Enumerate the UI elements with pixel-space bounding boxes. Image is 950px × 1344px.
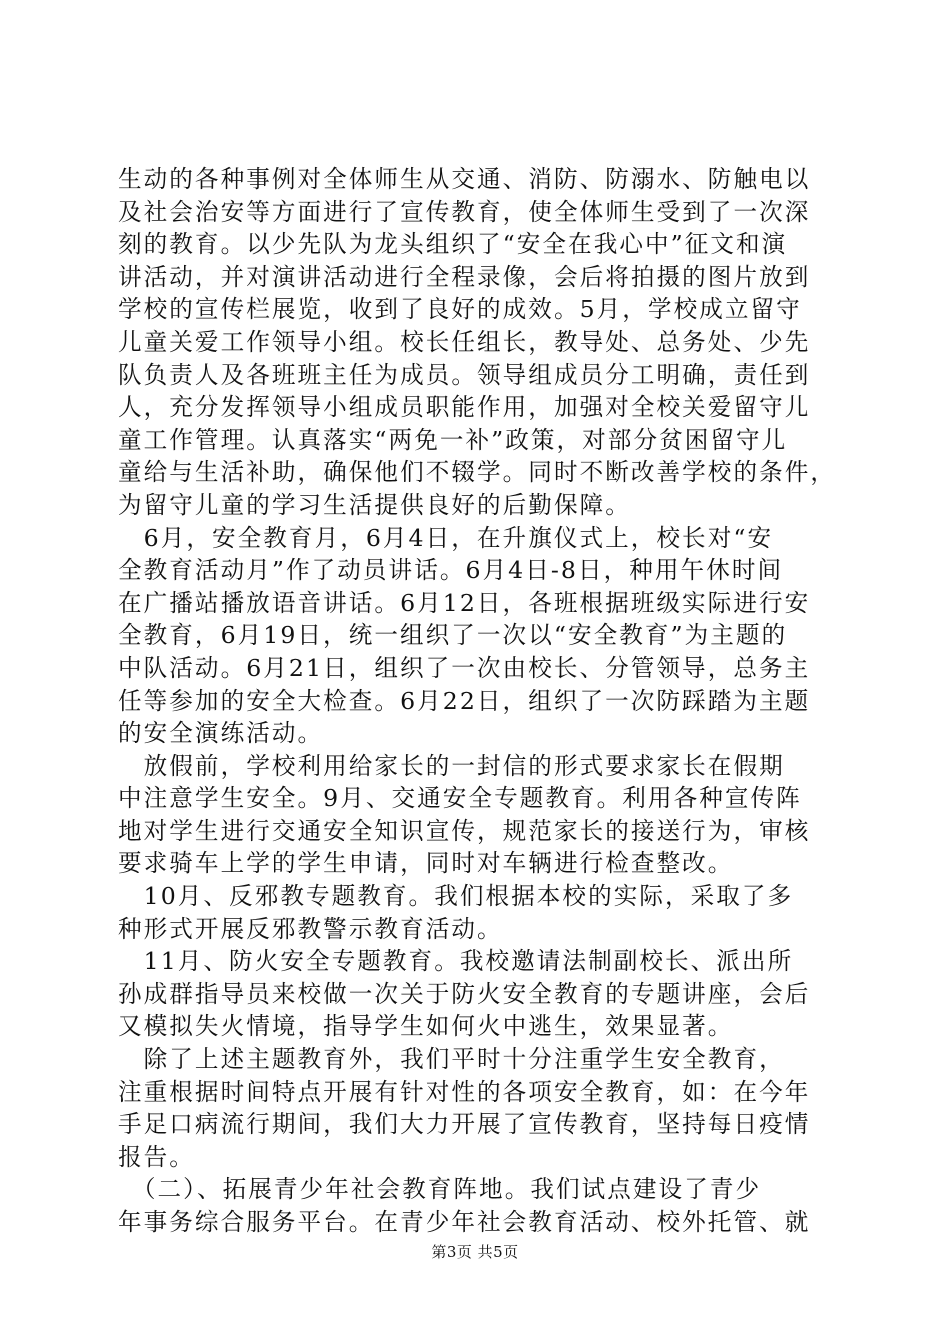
- text-line: 学校的宣传栏展览，收到了良好的成效。5月，学校成立留守: [118, 295, 802, 324]
- text-line: 全教育活动月”作了动员讲话。6月4日-8日，种用午休时间: [118, 556, 784, 585]
- text-line: 报告。: [118, 1142, 195, 1171]
- text-line: （二）、拓展青少年社会教育阵地。我们试点建设了青少: [118, 1175, 762, 1204]
- text-line: 种形式开展反邪教警示教育活动。: [118, 914, 503, 943]
- text-line: 10月、反邪教专题教育。我们根据本校的实际，采取了多: [118, 882, 794, 911]
- text-line: 6月，安全教育月，6月4日，在升旗仪式上，校长对“安: [118, 523, 774, 552]
- text-line: 中注意学生安全。9月、交通安全专题教育。利用各种宣传阵: [118, 784, 802, 813]
- text-line: 除了上述主题教育外，我们平时十分注重学生安全教育，: [118, 1045, 785, 1074]
- text-line: 讲活动，并对演讲活动进行全程录像，会后将拍摄的图片放到: [118, 262, 811, 291]
- text-line: 11月、防火安全专题教育。我校邀请法制副校长、派出所: [118, 947, 794, 976]
- text-line: 儿童关爱工作领导小组。校长任组长，教导处、总务处、少先: [118, 327, 811, 356]
- text-line: 的安全演练活动。: [118, 719, 324, 748]
- page-number: 第3页 共5页: [431, 1243, 519, 1261]
- text-line: 刻的教育。以少先队为龙头组织了“安全在我心中”征文和演: [118, 230, 788, 259]
- text-line: 孙成群指导员来校做一次关于防火安全教育的专题讲座，会后: [118, 979, 811, 1008]
- text-line: 童工作管理。认真落实“两免一补”政策，对部分贫困留守儿: [118, 425, 788, 454]
- page-footer: [0, 1241, 950, 1262]
- text-line: 要求骑车上学的学生申请，同时对车辆进行检查整改。: [118, 849, 734, 878]
- text-line: 生动的各种事例对全体师生从交通、消防、防溺水、防触电以: [118, 165, 811, 193]
- text-line: 年事务综合服务平台。在青少年社会教育活动、校外托管、就: [118, 1208, 811, 1236]
- text-line: 在广播站播放语音讲话。6月12日，各班根据班级实际进行安: [118, 588, 811, 617]
- text-line: 为留守儿童的学习生活提供良好的后勤保障。: [118, 490, 631, 519]
- text-line: 放假前，学校利用给家长的一封信的形式要求家长在假期: [118, 751, 785, 780]
- body-text: [118, 163, 840, 1239]
- text-line: 及社会治安等方面进行了宣传教育，使全体师生受到了一次深: [118, 197, 811, 226]
- text-line: 童给与生活补助，确保他们不辍学。同时不断改善学校的条件，: [118, 458, 837, 487]
- text-line: 全教育，6月19日，统一组织了一次以“安全教育”为主题的: [118, 621, 788, 650]
- text-line: 队负责人及各班班主任为成员。领导组成员分工明确，责任到: [118, 360, 811, 389]
- text-line: 手足口病流行期间，我们大力开展了宣传教育，坚持每日疫情: [118, 1110, 811, 1139]
- text-line: 人，充分发挥领导小组成员职能作用，加强对全校关爱留守儿: [118, 393, 811, 422]
- text-line: 任等参加的安全大检查。6月22日，组织了一次防踩踏为主题: [118, 686, 811, 715]
- text-line: 又模拟失火情境，指导学生如何火中逃生，效果显著。: [118, 1012, 734, 1041]
- text-line: 地对学生进行交通安全知识宣传，规范家长的接送行为，审核: [118, 816, 811, 845]
- text-line: 注重根据时间特点开展有针对性的各项安全教育，如：在今年: [118, 1077, 811, 1106]
- text-line: 中队活动。6月21日，组织了一次由校长、分管领导，总务主: [118, 653, 811, 682]
